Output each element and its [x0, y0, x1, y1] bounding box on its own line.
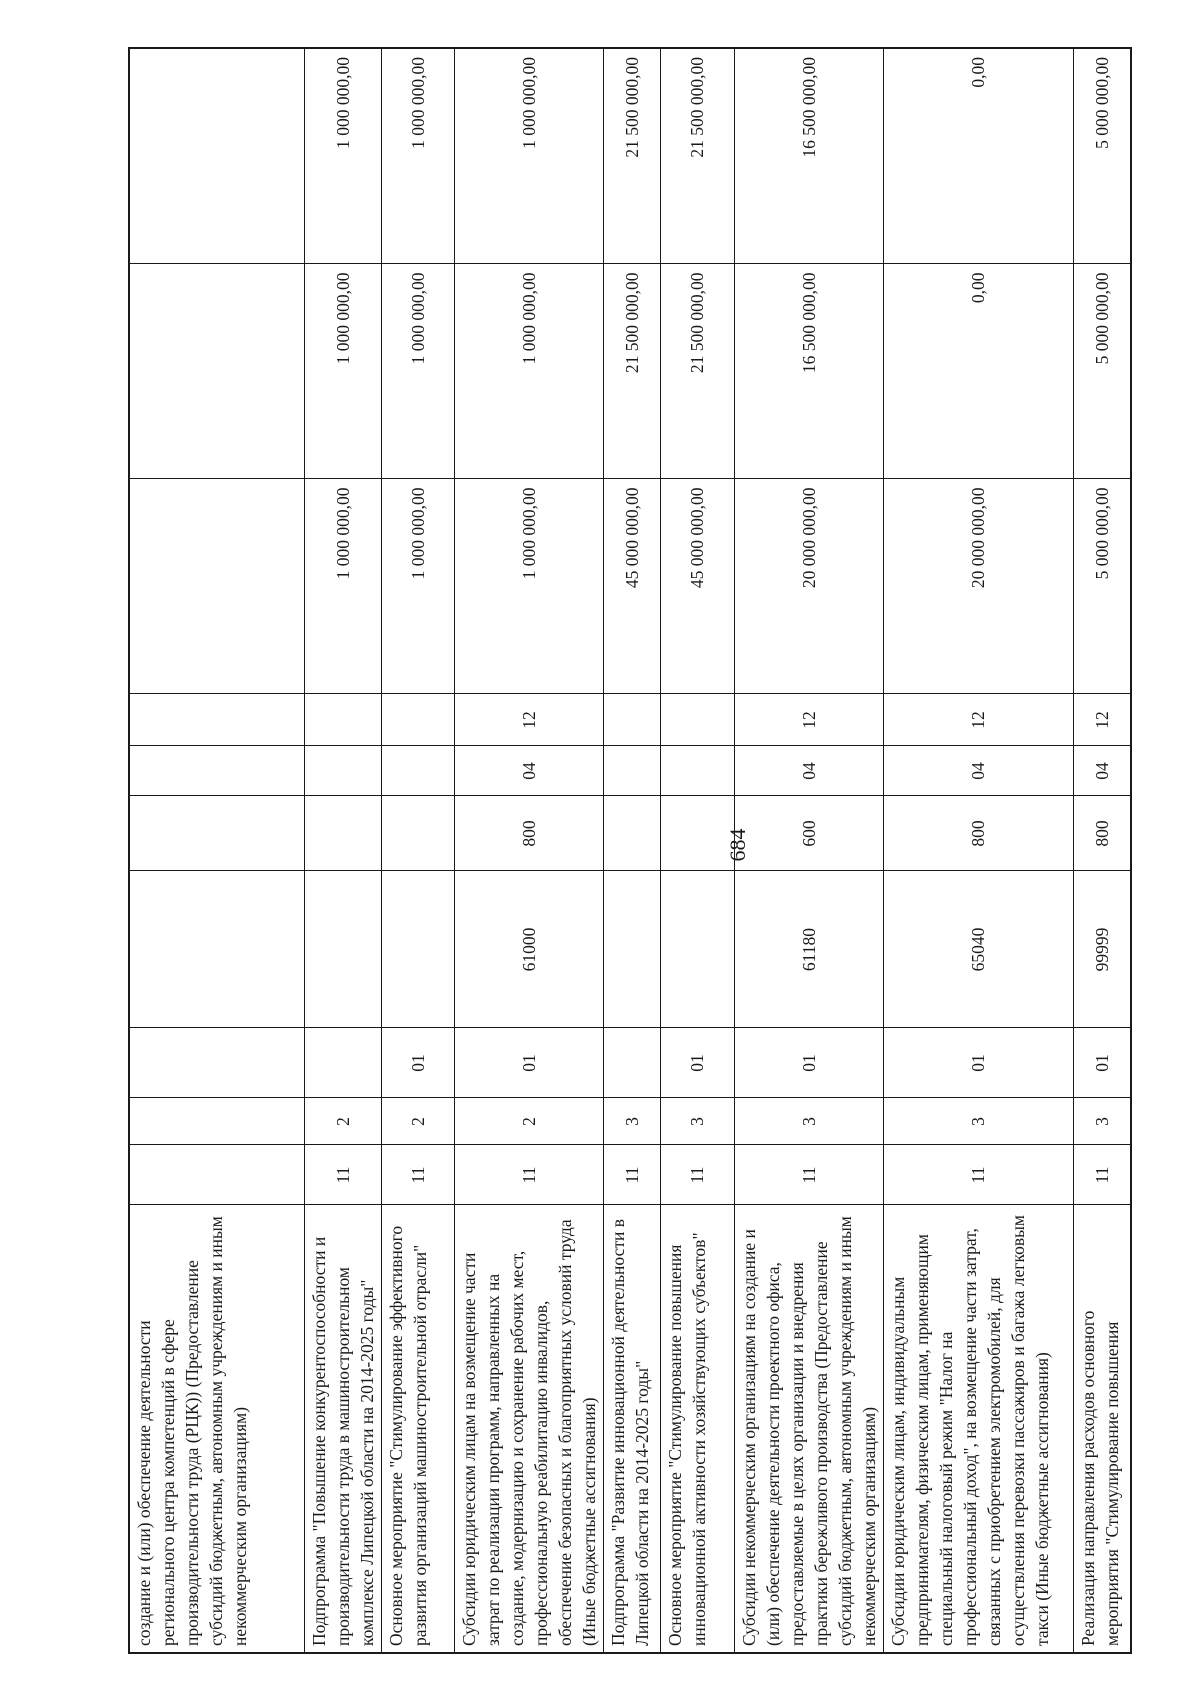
expense-group-code: 800 — [883, 796, 1073, 871]
expense-direction-code: 65040 — [883, 871, 1073, 1028]
main-activity-code — [129, 1028, 304, 1098]
program-code — [129, 1145, 304, 1205]
subprogram-code — [129, 1098, 304, 1145]
program-code: 11 — [734, 1145, 883, 1205]
subsection-code — [381, 694, 454, 746]
expense-direction-code — [660, 871, 734, 1028]
row-description: Субсидии юридическим лицам на возмещение части затрат по реализации программ, направленных на создание, модернизацию и сохранение рабочих мест, профессиональную реабилитацию инвалидов, обеспечение безопасных и благоприятных условий труда (Иные бюджетные ассигнования) — [454, 1205, 603, 1653]
subsection-code — [129, 694, 304, 746]
amount-year-3: 1 000 000,00 — [454, 48, 603, 264]
amount-year-2: 5 000 000,00 — [1073, 264, 1131, 479]
table-row — [454, 48, 603, 1653]
program-code: 11 — [304, 1145, 381, 1205]
expense-group-code — [603, 796, 660, 871]
subsection-code — [660, 694, 734, 746]
subprogram-code: 3 — [1073, 1098, 1131, 1145]
table-row — [883, 48, 1073, 1653]
budget-table-sheet — [128, 49, 1122, 1654]
table-row — [381, 48, 454, 1653]
expense-direction-code: 99999 — [1073, 871, 1131, 1028]
subsection-code: 12 — [883, 694, 1073, 746]
row-description: Основное мероприятие "Стимулирование эффективного развития организаций машиностроительной отрасли" — [381, 1205, 454, 1653]
amount-year-1: 5 000 000,00 — [1073, 479, 1131, 694]
subsection-code: 12 — [1073, 694, 1131, 746]
expense-group-code: 800 — [454, 796, 603, 871]
amount-year-1 — [129, 479, 304, 694]
expense-direction-code: 61000 — [454, 871, 603, 1028]
main-activity-code: 01 — [883, 1028, 1073, 1098]
table-row — [603, 48, 660, 1653]
table-row — [304, 48, 381, 1653]
expense-direction-code — [129, 871, 304, 1028]
subsection-code — [603, 694, 660, 746]
page-number: 684 — [725, 828, 750, 862]
program-code: 11 — [454, 1145, 603, 1205]
main-activity-code: 01 — [660, 1028, 734, 1098]
main-activity-code — [304, 1028, 381, 1098]
section-code: 04 — [454, 746, 603, 796]
amount-year-2: 21 500 000,00 — [603, 264, 660, 479]
subprogram-code: 2 — [454, 1098, 603, 1145]
expense-direction-code — [304, 871, 381, 1028]
subprogram-code: 2 — [304, 1098, 381, 1145]
program-code: 11 — [1073, 1145, 1131, 1205]
amount-year-3: 16 500 000,00 — [734, 48, 883, 264]
program-code: 11 — [660, 1145, 734, 1205]
expense-group-code: 600 — [734, 796, 883, 871]
section-code — [304, 746, 381, 796]
amount-year-2: 0,00 — [883, 264, 1073, 479]
program-code: 11 — [603, 1145, 660, 1205]
section-code — [660, 746, 734, 796]
amount-year-2 — [129, 264, 304, 479]
section-code — [603, 746, 660, 796]
amount-year-2: 1 000 000,00 — [381, 264, 454, 479]
section-code — [129, 746, 304, 796]
amount-year-2: 1 000 000,00 — [304, 264, 381, 479]
subprogram-code: 3 — [603, 1098, 660, 1145]
expense-group-code — [129, 796, 304, 871]
expense-direction-code — [381, 871, 454, 1028]
subsection-code — [304, 694, 381, 746]
amount-year-3: 5 000 000,00 — [1073, 48, 1131, 264]
row-description: Основное мероприятие "Стимулирование повышения инновационной активности хозяйствующих субъектов" — [660, 1205, 734, 1653]
row-description: Субсидии некоммерческим организациям на создание и (или) обеспечение деятельности проектного офиса, предоставляемые в целях организации и внедрения практики бережливого производства (Предоставление субсидий бюджетным, автономным учреждениям и иным некоммерческим организациям) — [734, 1205, 883, 1653]
row-description: создание и (или) обеспечение деятельности регионального центра компетенций в сфере производительности труда (РЦК)) (Предоставление субсидий бюджетным, автономным учреждениям и иным некоммерческим организациям) — [129, 1205, 304, 1653]
amount-year-2: 1 000 000,00 — [454, 264, 603, 479]
amount-year-3: 1 000 000,00 — [381, 48, 454, 264]
expense-direction-code — [603, 871, 660, 1028]
subprogram-code: 3 — [660, 1098, 734, 1145]
subprogram-code: 3 — [734, 1098, 883, 1145]
expense-group-code — [304, 796, 381, 871]
subsection-code: 12 — [454, 694, 603, 746]
section-code — [381, 746, 454, 796]
main-activity-code: 01 — [734, 1028, 883, 1098]
expense-group-code: 800 — [1073, 796, 1131, 871]
program-code: 11 — [883, 1145, 1073, 1205]
program-code: 11 — [381, 1145, 454, 1205]
subsection-code: 12 — [734, 694, 883, 746]
table-row — [129, 48, 304, 1653]
expense-direction-code: 61180 — [734, 871, 883, 1028]
row-description: Реализация направления расходов основного мероприятия "Стимулирование повышения — [1073, 1205, 1131, 1653]
amount-year-3 — [129, 48, 304, 264]
expense-group-code — [660, 796, 734, 871]
amount-year-3: 21 500 000,00 — [660, 48, 734, 264]
amount-year-1: 1 000 000,00 — [381, 479, 454, 694]
amount-year-2: 21 500 000,00 — [660, 264, 734, 479]
main-activity-code: 01 — [1073, 1028, 1131, 1098]
main-activity-code — [603, 1028, 660, 1098]
amount-year-1: 1 000 000,00 — [454, 479, 603, 694]
amount-year-3: 21 500 000,00 — [603, 48, 660, 264]
row-description: Подпрограмма "Повышение конкурентоспособности и производительности труда в машиностроительном комплексе Липецкой области на 2014-2025 годы" — [304, 1205, 381, 1653]
section-code: 04 — [734, 746, 883, 796]
subprogram-code: 3 — [883, 1098, 1073, 1145]
amount-year-1: 45 000 000,00 — [603, 479, 660, 694]
main-activity-code: 01 — [381, 1028, 454, 1098]
section-code: 04 — [883, 746, 1073, 796]
table-row — [1073, 48, 1131, 1653]
amount-year-3: 0,00 — [883, 48, 1073, 264]
amount-year-1: 1 000 000,00 — [304, 479, 381, 694]
table-row — [660, 48, 734, 1653]
budget-table — [128, 47, 1132, 1654]
subprogram-code: 2 — [381, 1098, 454, 1145]
amount-year-1: 20 000 000,00 — [883, 479, 1073, 694]
amount-year-1: 20 000 000,00 — [734, 479, 883, 694]
amount-year-1: 45 000 000,00 — [660, 479, 734, 694]
section-code: 04 — [1073, 746, 1131, 796]
row-description: Субсидии юридическим лицам, индивидуальным предпринимателям, физическим лицам, применяющим специальный налоговый режим "Налог на профессиональный доход", на возмещение части затрат, связанных с приобретением электромобилей, для осуществления перевозки пассажиров и багажа легковым такси (Иные бюджетные ассигнования) — [883, 1205, 1073, 1653]
expense-group-code — [381, 796, 454, 871]
amount-year-2: 16 500 000,00 — [734, 264, 883, 479]
row-description: Подпрограмма "Развитие инновационной деятельности в Липецкой области на 2014-2025 годы" — [603, 1205, 660, 1653]
main-activity-code: 01 — [454, 1028, 603, 1098]
table-row — [734, 48, 883, 1653]
amount-year-3: 1 000 000,00 — [304, 48, 381, 264]
